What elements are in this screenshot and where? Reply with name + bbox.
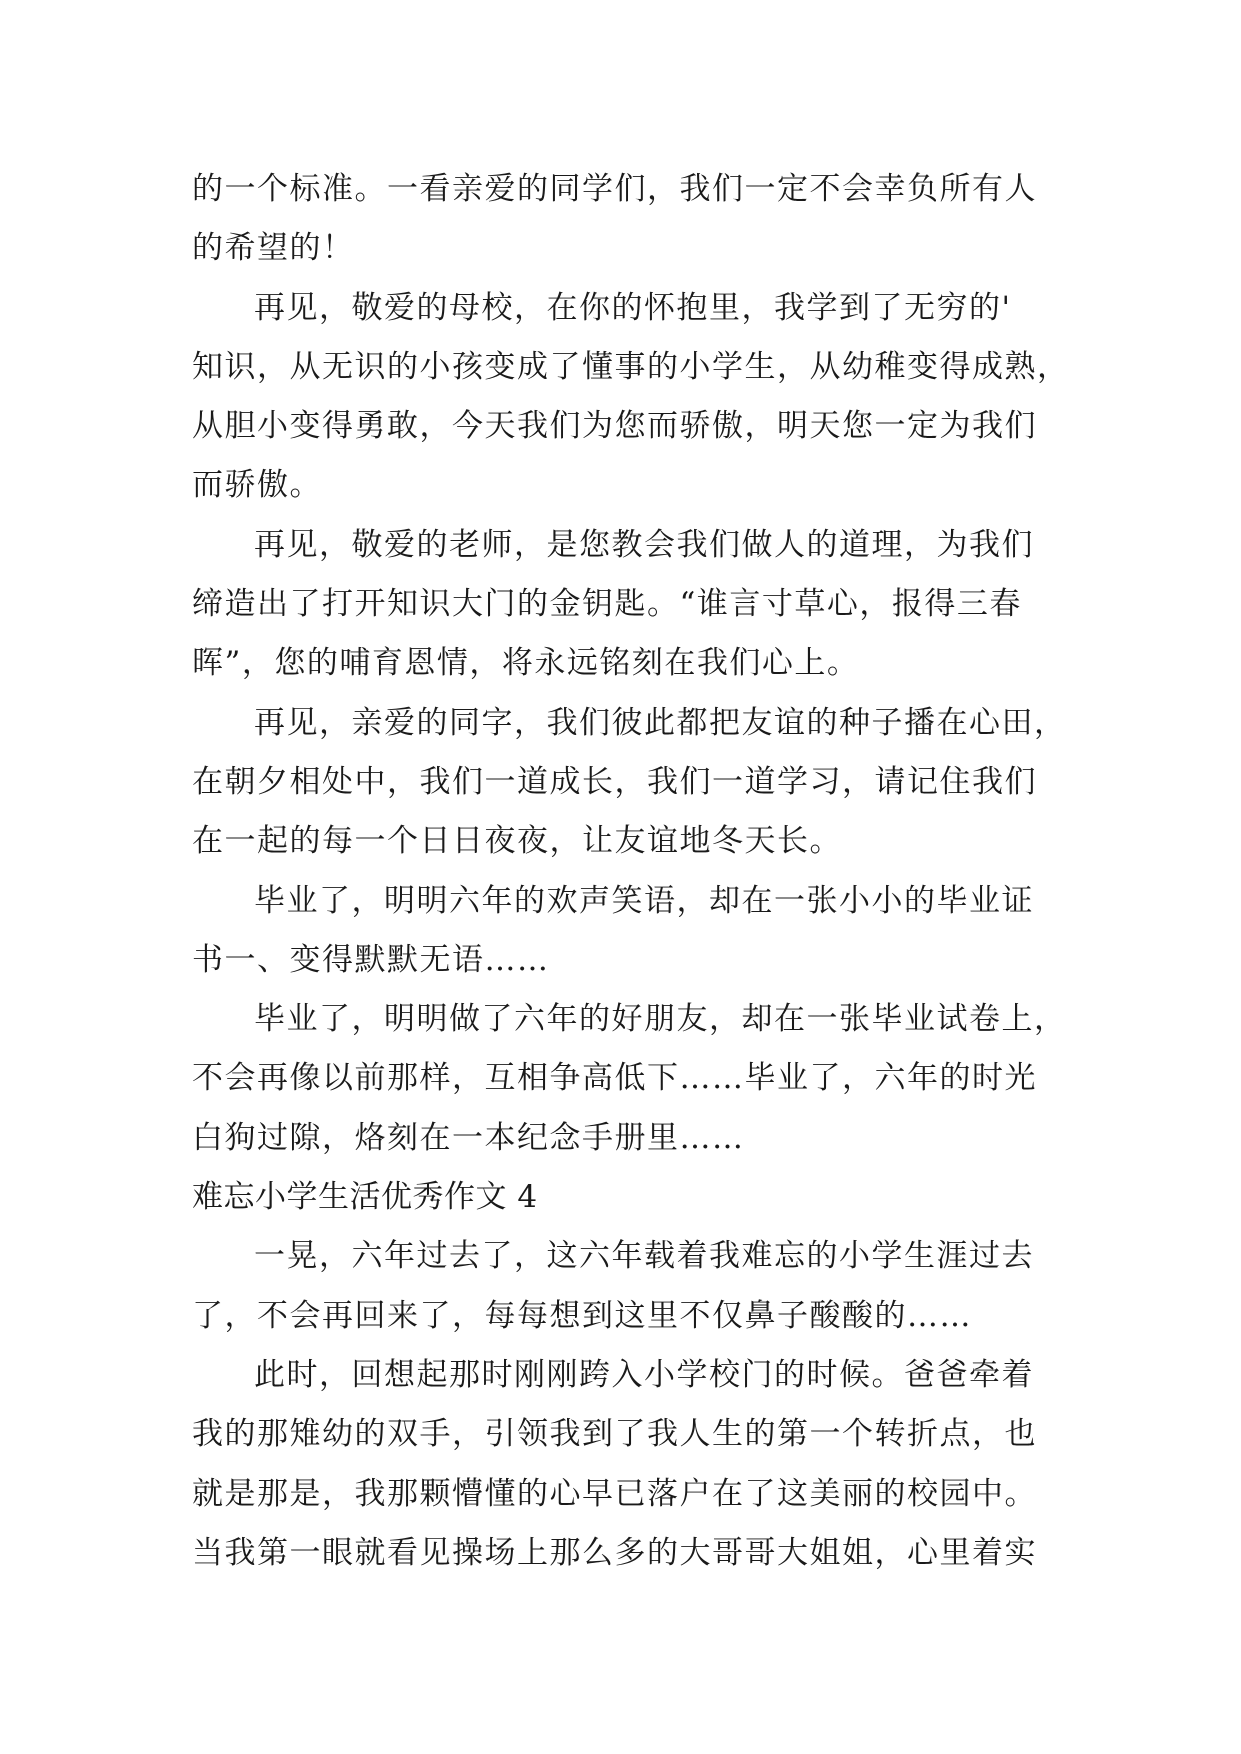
text-line: 不会再像以前那样，互相争高低下……毕业了，六年的时光 (192, 1060, 1037, 1097)
text-line: 再见，敬爱的老师，是您教会我们做人的道理，为我们 (254, 526, 1034, 563)
text-line: 的一个标准。一看亲爱的同学们，我们一定不会幸负所有人 (192, 171, 1037, 207)
text-line: 一晃，六年过去了，这六年载着我难忘的小学生涯过去 (254, 1238, 1034, 1275)
text-line: 而骄傲。 (192, 467, 322, 504)
text-line: 毕业了，明明做了六年的好朋友，却在一张毕业试卷上， (254, 1001, 1067, 1038)
text-line: 白狗过隙，烙刻在一本纪念手册里…… (192, 1119, 745, 1156)
essay-text (192, 160, 1072, 1583)
text-line: 我的那雉幼的双手，引领我到了我人生的第一个转折点，也 (192, 1416, 1037, 1453)
text-line: 书一、变得默默无语…… (192, 941, 550, 978)
text-line: 再见，敬爱的母校，在你的怀抱里，我学到了无穷的' (254, 289, 1012, 326)
text-line: 知识，从无识的小孩变成了懂事的小学生，从幼稚变得成熟， (192, 348, 1070, 385)
text-line: 毕业了，明明六年的欢声笑语，却在一张小小的毕业证 (254, 882, 1034, 919)
text-line: 了，不会再回来了，每每想到这里不仅鼻子酸酸的…… (192, 1297, 972, 1334)
section-heading: 难忘小学生活优秀作文 4 (192, 1179, 538, 1216)
text-line: 在一起的每一个日日夜夜，让友谊地冬天长。 (192, 823, 842, 860)
text-line: 在朝夕相处中，我们一道成长，我们一道学习，请记住我们 (192, 763, 1037, 800)
text-line: 此时，回想起那时刚刚跨入小学校门的时候。爸爸牵着 (254, 1356, 1034, 1393)
text-line: 的希望的！ (192, 230, 355, 267)
text-line: 当我第一眼就看见操场上那么多的大哥哥大姐姐，心里着实 (192, 1534, 1037, 1571)
text-line: 再见，亲爱的同字，我们彼此都把友谊的种子播在心田， (254, 704, 1067, 741)
text-line: 从胆小变得勇敢，今天我们为您而骄傲，明天您一定为我们 (192, 408, 1037, 445)
text-line: 晖”，您的哺育恩情，将永远铭刻在我们心上。 (192, 645, 860, 682)
text-line: 就是那是，我那颗懵懂的心早已落户在了这美丽的校园中。 (192, 1475, 1037, 1512)
text-line: 缔造出了打开知识大门的金钥匙。“谁言寸草心，报得三春 (192, 586, 1022, 623)
